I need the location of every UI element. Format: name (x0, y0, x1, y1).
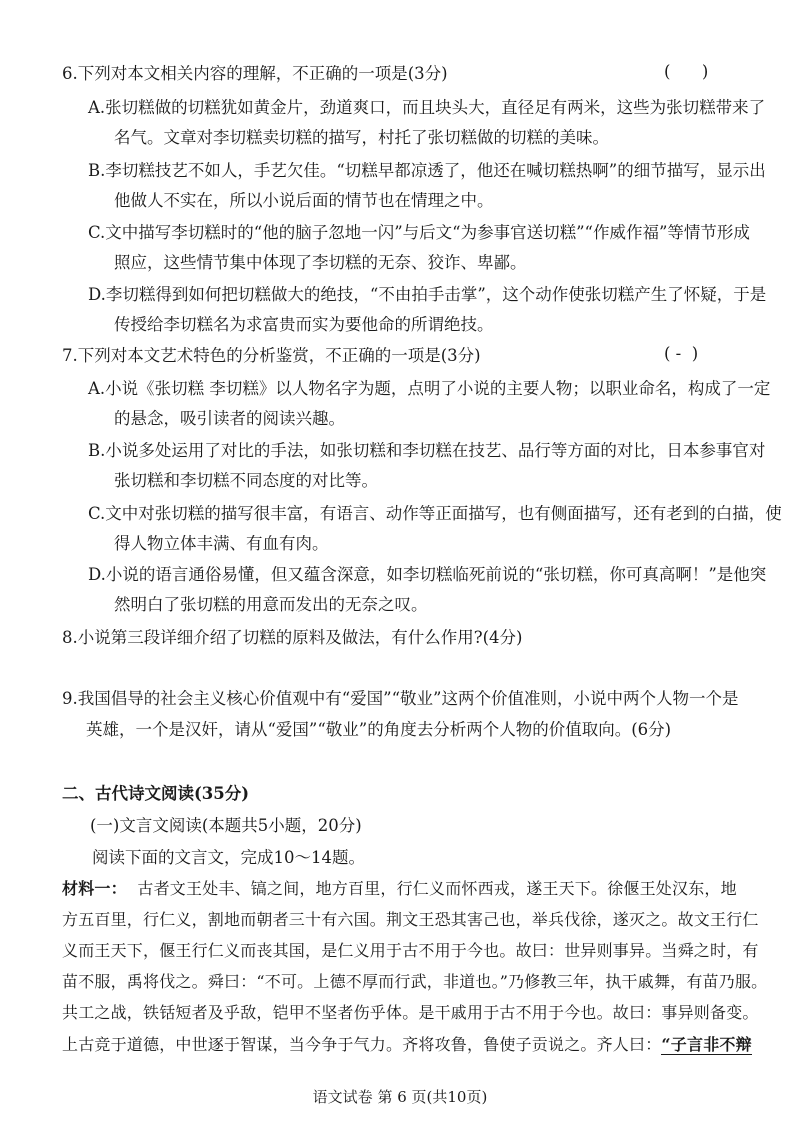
classical-text-line1 (62, 877, 800, 901)
page-footer: 语文试卷 第 6 页(共10页) (312, 1088, 488, 1106)
q6-option-d-line2: 传授给李切糕名为求富贵而实为要他命的所谓绝技。 (114, 315, 494, 334)
q6-option-c-line2: 照应，这些情节集中体现了李切糕的无奈、狡诈、卑鄙。 (114, 253, 527, 272)
q6-stem: 6.下列对本文相关内容的理解，不正确的一项是(3分) (62, 64, 448, 83)
q7-option-d-line1: D.小说的语言通俗易懂，但又蕴含深意，如李切糕临死前说的“张切糕，你可真高啊！”是他突 (88, 565, 767, 584)
classical-text-line1-body: 古者文王处丰、镐之间，地方百里，行仁义而怀西戎，遂王天下。徐偃王处汉东，地 (137, 879, 737, 898)
q9-stem-line2: 英雄，一个是汉奸，请从“爱国”“敬业”的角度去分析两个人物的价值取向。(6分) (86, 720, 672, 739)
q6-option-b-line2: 他做人不实在，所以小说后面的情节也在情理之中。 (114, 191, 494, 210)
q7-option-d-line2: 然明白了张切糕的用意而发出的无奈之叹。 (114, 595, 428, 614)
classical-text-line2: 方五百里，行仁义，割地而朝者三十有六国。荆文王恐其害己也，举兵伐徐，遂灭之。故文王行仁 (62, 910, 759, 929)
q6-option-a-line2: 名气。文章对李切糕卖切糕的描写，村托了张切糕做的切糕的美味。 (114, 128, 609, 147)
q7-option-a-line2: 的悬念，吸引读者的阅读兴趣。 (114, 409, 345, 428)
q7-option-b-line1: B.小说多处运用了对比的手法，如张切糕和李切糕在技艺、品行等方面的对比，日本参事官对 (88, 441, 766, 460)
q7-option-b-line2: 张切糕和李切糕不同态度的对比等。 (114, 471, 378, 490)
q6-option-d-line1: D.李切糕得到如何把切糕做大的绝技，“不由拍手击掌”，这个动作使张切糕产生了怀疑，于是 (88, 285, 767, 304)
q6-option-c-line1: C.文中描写李切糕时的“他的脑子忽地一闪”与后文“为参事官送切糕”“作威作福”等情节形成 (88, 223, 750, 242)
classical-quote-fragment: “子言非不辩 (661, 1035, 752, 1054)
q7-stem: 7.下列对本文艺术特色的分析鉴赏，不正确的一项是(3分) (62, 346, 481, 365)
q7-option-a-line1: A.小说《张切糕 李切糕》以人物名字为题，点明了小说的主要人物；以职业命名，构成了一定 (88, 379, 771, 398)
classical-text-line4: 苗不服，禹将伐之。舜曰：“不可。上德不厚而行武，非道也。”乃修教三年，执干戚舞，有苗乃服。 (62, 972, 768, 991)
q7-answer-paren[interactable]: ( - ) (664, 344, 699, 363)
q6-option-b-line1: B.李切糕技艺不如人，手艺欠佳。“切糕早都凉透了，他还在喊切糕热啊”的细节描写，显示出 (88, 161, 766, 180)
section-subtitle: (一)文言文阅读(本题共5小题，20分) (90, 816, 362, 835)
classical-text-line6-body: 上古竞于道德，中世逐于智谋，当今争于气力。齐将攻鲁，鲁使子贡说之。齐人曰： (62, 1035, 662, 1054)
q6-answer-paren[interactable]: ( ) (664, 62, 709, 81)
classical-text-line3: 义而王天下，偃王行仁义而丧其国，是仁义用于古不用于今也。故曰：世异则事异。当舜之时，有 (62, 941, 759, 960)
q9-stem-line1: 9.我国倡导的社会主义核心价值观中有“爱国”“敬业”这两个价值准则，小说中两个人物一个是 (62, 689, 739, 708)
classical-text-line6 (62, 1033, 800, 1057)
classical-text-line5: 共工之战，铁铦短者及乎敌，铠甲不坚者伤乎体。是干戚用于古不用于今也。故曰：事异则备变。 (62, 1003, 759, 1022)
q6-option-a-line1: A.张切糕做的切糕犹如黄金片，劲道爽口，而且块头大，直径足有两米，这些为张切糕带来了 (88, 98, 766, 117)
q7-option-c-line2: 得人物立体丰满、有血有肉。 (114, 534, 329, 553)
section-title: 二、古代诗文阅读(35分) (62, 784, 250, 803)
material-label: 材料一： (62, 879, 127, 898)
reading-instruction: 阅读下面的文言文，完成10～14题。 (92, 848, 365, 867)
q7-option-c-line1: C.文中对张切糕的描写很丰富，有语言、动作等正面描写，也有侧面描写，还有老到的白描，使 (88, 504, 782, 523)
q8-stem: 8.小说第三段详细介绍了切糕的原料及做法，有什么作用?(4分) (62, 628, 523, 647)
